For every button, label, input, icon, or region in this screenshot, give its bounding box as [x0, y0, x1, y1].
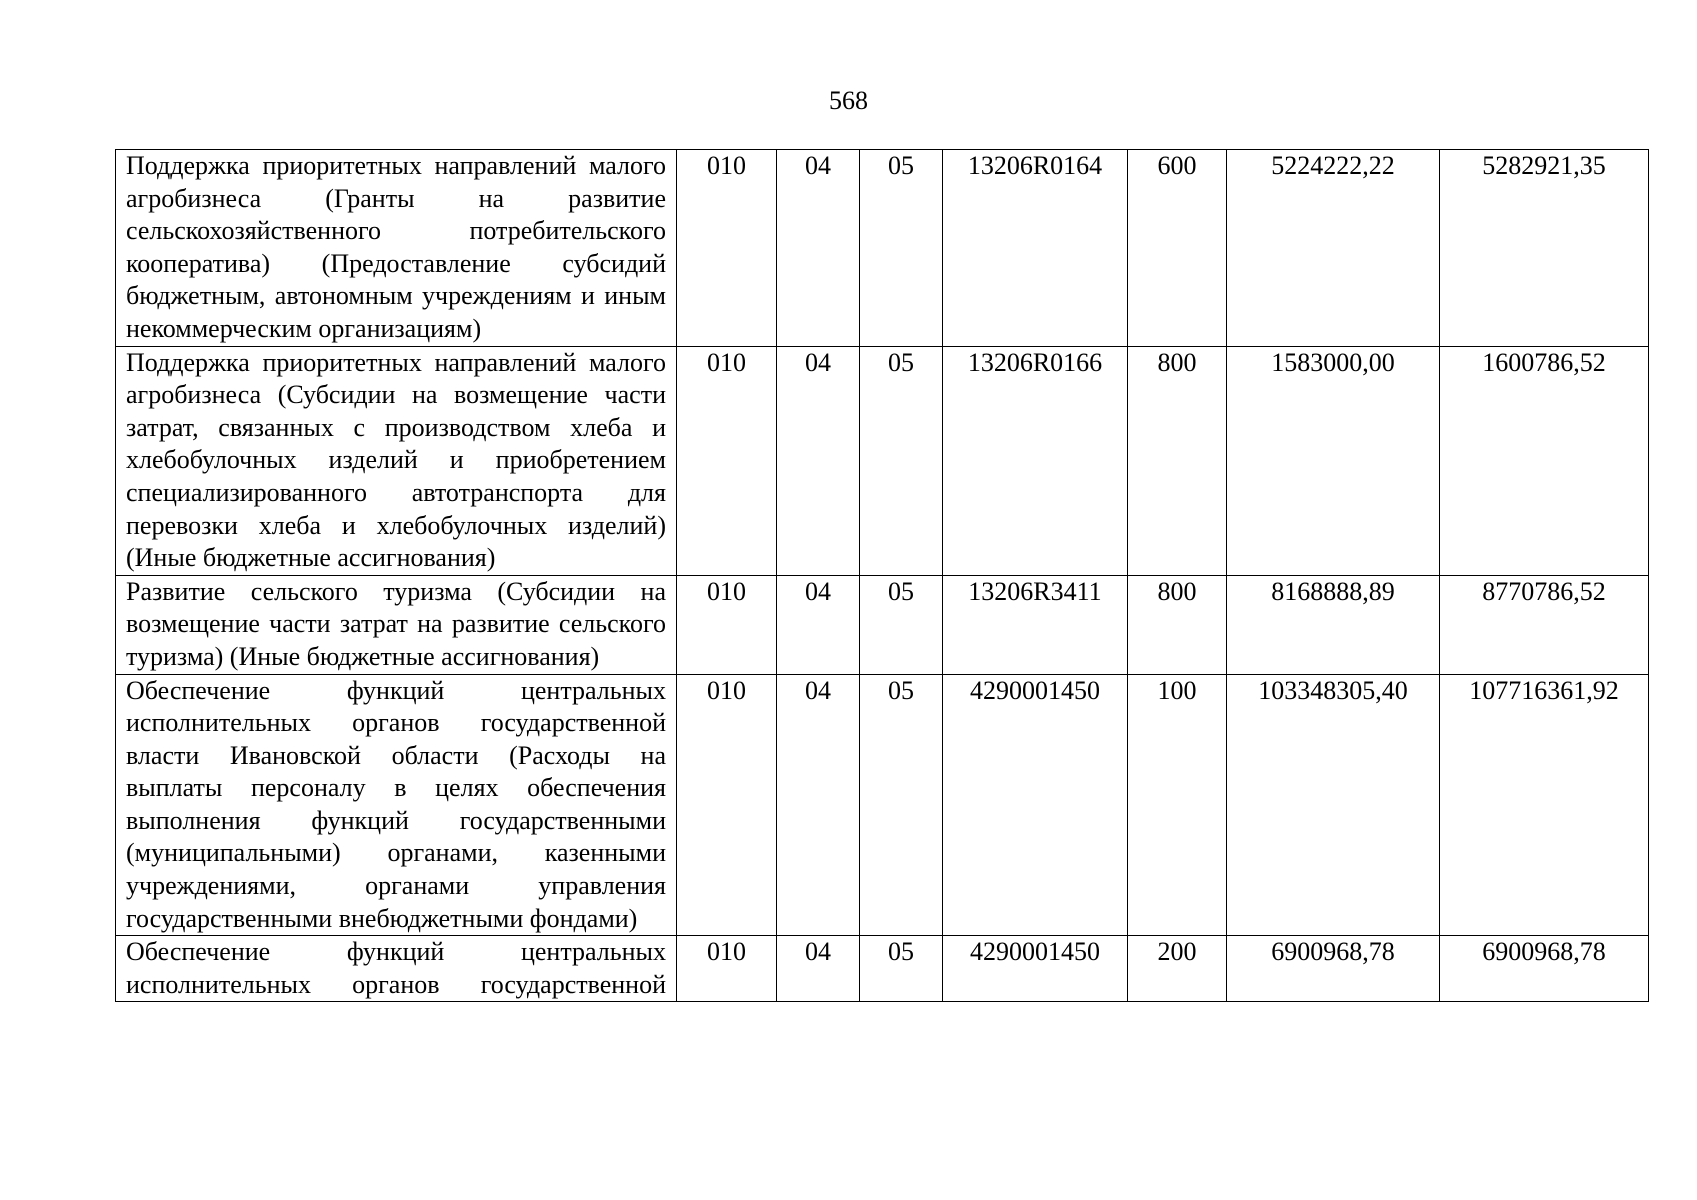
subsection-code: 05 [860, 575, 943, 674]
target-article-code: 13206R3411 [943, 575, 1128, 674]
ministry-code: 010 [677, 575, 777, 674]
row-description-text: Обеспечение функций центральных исполнительных органов государственной [126, 937, 666, 999]
section-code: 04 [777, 936, 860, 1002]
amount-first: 1583000,00 [1227, 346, 1440, 575]
amount-second: 8770786,52 [1440, 575, 1649, 674]
expense-type-code: 600 [1128, 150, 1227, 347]
target-article-code: 13206R0164 [943, 150, 1128, 347]
budget-table [115, 149, 1649, 1002]
amount-second: 107716361,92 [1440, 674, 1649, 936]
table-row [116, 346, 1649, 575]
ministry-code: 010 [677, 150, 777, 347]
table-row [116, 150, 1649, 347]
subsection-code: 05 [860, 150, 943, 347]
section-code: 04 [777, 150, 860, 347]
section-code: 04 [777, 346, 860, 575]
amount-second: 6900968,78 [1440, 936, 1649, 1002]
ministry-code: 010 [677, 674, 777, 936]
row-description: Развитие сельского туризма (Субсидии на возмещение части затрат на развитие сельского туризма) (Иные бюджетные ассигнования) [116, 575, 677, 674]
expense-type-code: 800 [1128, 575, 1227, 674]
amount-second: 1600786,52 [1440, 346, 1649, 575]
subsection-code: 05 [860, 674, 943, 936]
table-row [116, 575, 1649, 674]
section-code: 04 [777, 674, 860, 936]
amount-first: 5224222,22 [1227, 150, 1440, 347]
table-row [116, 936, 1649, 1002]
section-code: 04 [777, 575, 860, 674]
expense-type-code: 800 [1128, 346, 1227, 575]
ministry-code: 010 [677, 936, 777, 1002]
subsection-code: 05 [860, 346, 943, 575]
row-description: Обеспечение функций центральных исполнительных органов государственной власти Ивановской области (Расходы на выплаты персоналу в целях обеспечения выполнения функций государственными (муниципальными) органами, казенными учреждениями, органами управления государственными внебюджетными фондами) [116, 674, 677, 936]
target-article-code: 4290001450 [943, 936, 1128, 1002]
table-row [116, 674, 1649, 936]
expense-type-code: 200 [1128, 936, 1227, 1002]
expense-type-code: 100 [1128, 674, 1227, 936]
page-number: 568 [829, 86, 868, 115]
amount-first: 6900968,78 [1227, 936, 1440, 1002]
ministry-code: 010 [677, 346, 777, 575]
subsection-code: 05 [860, 936, 943, 1002]
row-description: Поддержка приоритетных направлений малого агробизнеса (Субсидии на возмещение части затрат, связанных с производством хлеба и хлебобулочных изделий и приобретением специализированного автотранспорта для перевозки хлеба и хлебобулочных изделий) (Иные бюджетные ассигнования) [116, 346, 677, 575]
target-article-code: 13206R0166 [943, 346, 1128, 575]
target-article-code: 4290001450 [943, 674, 1128, 936]
row-description: Поддержка приоритетных направлений малого агробизнеса (Гранты на развитие сельскохозяйственного потребительского кооператива) (Предоставление субсидий бюджетным, автономным учреждениям и иным некоммерческим организациям) [116, 150, 677, 347]
row-description [116, 936, 677, 1002]
amount-first: 8168888,89 [1227, 575, 1440, 674]
amount-second: 5282921,35 [1440, 150, 1649, 347]
amount-first: 103348305,40 [1227, 674, 1440, 936]
